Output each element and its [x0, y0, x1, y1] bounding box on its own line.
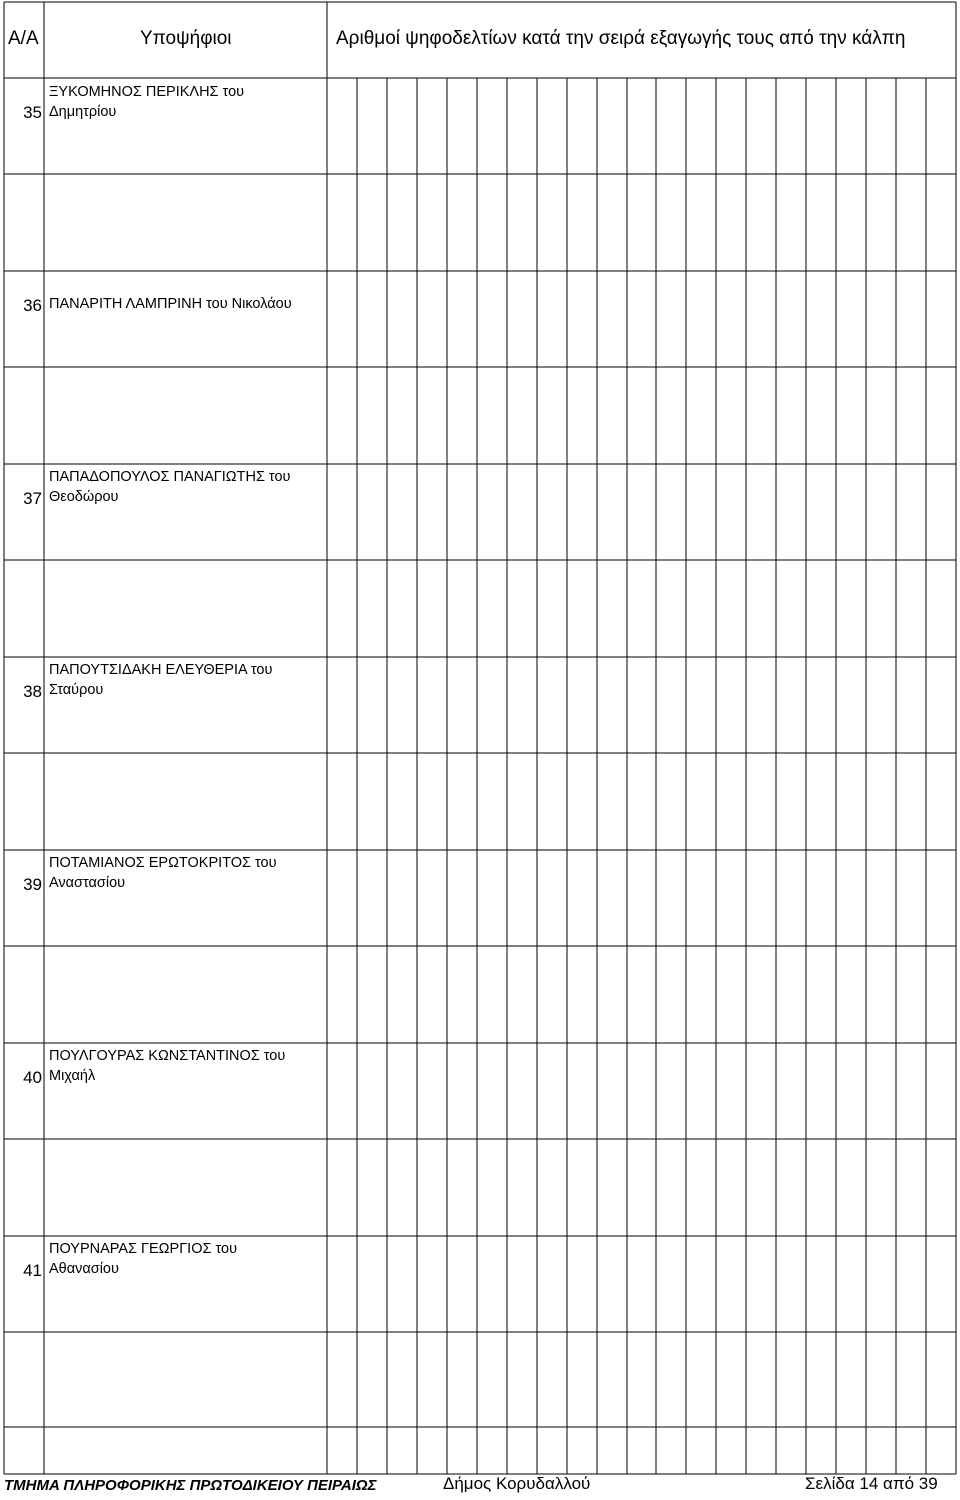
candidate-name-line2: Δημητρίου	[49, 104, 117, 120]
candidate-name	[49, 660, 329, 700]
candidate-name	[49, 294, 329, 314]
candidate-name-line2: Θεοδώρου	[49, 489, 119, 505]
candidate-number: 38	[23, 682, 42, 701]
candidate-number: 40	[23, 1068, 42, 1087]
candidate-name	[49, 1046, 329, 1086]
candidate-name-line2: Αναστασίου	[49, 875, 126, 891]
candidate-name-line1: ΠΑΝΑΡΙΤΗ ΛΑΜΠΡΙΝΗ του Νικολάου	[49, 296, 292, 312]
header-col-ballots: Αριθμοί ψηφοδελτίων κατά την σειρά εξαγωγής τους από την κάλπη	[336, 28, 906, 49]
footer-page-number: Σελίδα 14 από 39	[805, 1474, 938, 1493]
candidate-name-line2: Αθανασίου	[49, 1261, 119, 1277]
candidate-name	[49, 467, 329, 507]
footer-municipality: Δήμος Κορυδαλλού	[443, 1474, 591, 1493]
candidate-name	[49, 1239, 329, 1279]
candidate-number: 35	[23, 103, 42, 122]
candidate-name-line1: ΠΟΤΑΜΙΑΝΟΣ ΕΡΩΤΟΚΡΙΤΟΣ του	[49, 855, 277, 871]
candidate-name-line1: ΠΑΠΑΔΟΠΟΥΛΟΣ ΠΑΝΑΓΙΩΤΗΣ του	[49, 469, 291, 485]
candidate-name-line1: ΠΑΠΟΥΤΣΙΔΑΚΗ ΕΛΕΥΘΕΡΙΑ του	[49, 662, 273, 678]
candidate-name-line1: ΠΟΥΡΝΑΡΑΣ ΓΕΩΡΓΙΟΣ του	[49, 1241, 237, 1257]
header-col-number: Α/Α	[8, 28, 39, 49]
candidate-number: 36	[23, 296, 42, 315]
candidate-number: 41	[23, 1261, 42, 1280]
header-col-candidates: Υποψήφιοι	[140, 28, 232, 49]
candidate-number: 39	[23, 875, 42, 894]
candidate-name	[49, 82, 329, 122]
footer-department: ΤΜΗΜΑ ΠΛΗΡΟΦΟΡΙΚΗΣ ΠΡΩΤΟΔΙΚΕΙΟΥ ΠΕΙΡΑΙΩΣ	[4, 1477, 377, 1494]
candidate-number: 37	[23, 489, 42, 508]
candidate-name-line1: ΠΟΥΛΓΟΥΡΑΣ ΚΩΝΣΤΑΝΤΙΝΟΣ του	[49, 1048, 286, 1064]
candidate-name	[49, 853, 329, 893]
candidate-name-line2: Μιχαήλ	[49, 1068, 96, 1084]
candidate-name-line1: ΞΥΚΟΜΗΝΟΣ ΠΕΡΙΚΛΗΣ του	[49, 84, 245, 100]
candidate-name-line2: Σταύρου	[49, 682, 104, 698]
